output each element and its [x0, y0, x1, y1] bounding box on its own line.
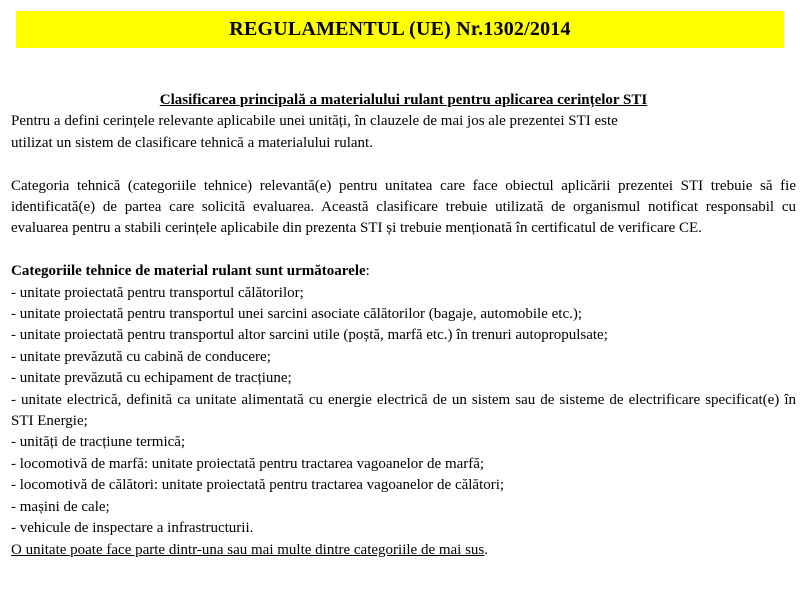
categories-heading-text: Categoriile tehnice de material rulant sunt următoarele	[11, 263, 366, 280]
list-item: - mașini de cale;	[11, 498, 110, 515]
list-item: - unități de tracțiune termică;	[11, 434, 186, 451]
list-item: - unitate prevăzută cu echipament de tracțiune;	[11, 370, 292, 387]
title-banner	[16, 11, 784, 48]
intro-line-2: utilizat un sistem de clasificare tehnică a materialului rulant.	[11, 134, 373, 151]
closing-sentence	[11, 540, 796, 561]
section-title: Clasificarea principală a materialului rulant pentru aplicarea cerințelor STI	[159, 92, 648, 108]
list-item: - locomotivă de marfă: unitate proiectată pentru tractarea vagoanelor de marfă;	[11, 455, 485, 472]
document-title: REGULAMENTUL (UE) Nr.1302/2014	[229, 18, 571, 40]
paragraph-spacer	[11, 154, 796, 175]
closing-text: O unitate poate face parte dintr-una sau mai multe dintre categoriile de mai sus	[11, 541, 485, 558]
intro-line-1: Pentru a defini cerințele relevante aplicabile unei unități, în clauzele de mai jos ale prezentei STI este	[11, 113, 618, 130]
list-item: - unitate proiectată pentru transportul călătorilor;	[11, 284, 304, 301]
list-item: - unitate prevăzută cu cabină de conducere;	[11, 348, 271, 365]
list-item: - unitate electrică, definită ca unitate alimentată cu energie electrică de un sistem sau de sisteme de electrificare specificat(e) în STI Energie;	[11, 391, 796, 430]
closing-period: .	[484, 541, 489, 558]
list-item: - unitate proiectată pentru transportul unei sarcini asociate călătorilor (bagaje, automobile etc.);	[11, 306, 583, 323]
categories-list	[11, 283, 796, 540]
list-item: - locomotivă de călători: unitate proiectată pentru tractarea vagoanelor de călători;	[11, 477, 505, 494]
paragraph-spacer	[11, 240, 796, 261]
categories-heading-colon: :	[365, 263, 370, 280]
document-body	[11, 90, 796, 561]
paragraph-classification: Categoria tehnică (categoriile tehnice) relevantă(e) pentru unitatea care face obiectul aplicării prezentei STI trebuie să fie identificată(e) de partea care solicită evaluarea. Această clasificare trebuie utilizată de organismul notificat responsabil cu evaluarea pentru a stabili cerințele aplicabile din prezenta STI și trebuie menționată în certificatul de verificare CE.	[11, 177, 796, 237]
list-item: - vehicule de inspectare a infrastructurii.	[11, 520, 254, 537]
categories-heading	[11, 261, 796, 282]
list-item: - unitate proiectată pentru transportul altor sarcini utile (poștă, marfă etc.) în trenuri autopropulsate;	[11, 327, 608, 344]
